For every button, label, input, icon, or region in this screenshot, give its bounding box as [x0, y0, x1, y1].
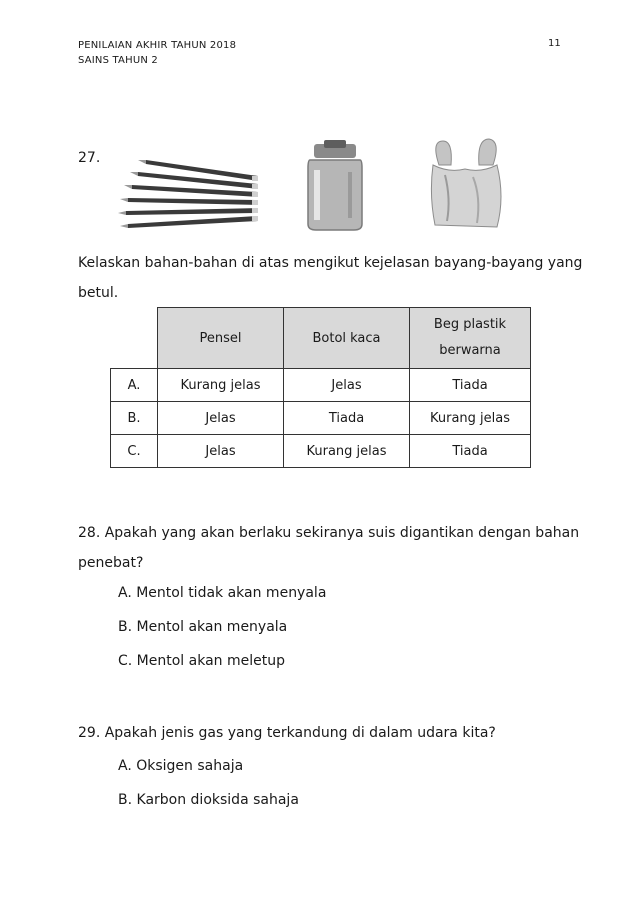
table-cell: Jelas: [158, 435, 284, 468]
question-28-option-c: C. Mentol akan meletup: [118, 653, 285, 669]
header-subtitle: SAINS TAHUN 2: [78, 55, 158, 66]
pencils-image: [118, 152, 264, 230]
table-cell: Jelas: [284, 369, 410, 402]
plastic-bag-image: [425, 135, 505, 233]
table-cell: Kurang jelas: [410, 402, 531, 435]
table-cell: Tiada: [410, 369, 531, 402]
table-row: [111, 369, 531, 402]
question-27-number: 27.: [78, 150, 101, 166]
glass-jar-image: [300, 140, 370, 232]
question-28-option-b: B. Mentol akan menyala: [118, 619, 288, 635]
question-27-line-1: Kelaskan bahan-bahan di atas mengikut kejelasan bayang-bayang yang: [78, 255, 583, 271]
table-row: [111, 435, 531, 468]
table-header-row: [111, 308, 531, 369]
table-corner-cell: [111, 308, 158, 369]
question-27-text: [78, 248, 582, 308]
question-29-option-a: A. Oksigen sahaja: [118, 758, 244, 774]
header-cell: Pensel: [158, 308, 284, 369]
table-cell: Jelas: [158, 402, 284, 435]
page-header: [78, 38, 236, 68]
question-29-line-1: 29. Apakah jenis gas yang terkandung di dalam udara kita?: [78, 725, 496, 741]
row-label: C.: [111, 435, 158, 468]
question-27-line-2: betul.: [78, 285, 119, 301]
row-label: A.: [111, 369, 158, 402]
shadow-clarity-table: [110, 307, 531, 468]
question-28-line-1: 28. Apakah yang akan berlaku sekiranya suis digantikan dengan bahan: [78, 525, 580, 541]
table-row: [111, 402, 531, 435]
question-28-option-a: A. Mentol tidak akan menyala: [118, 585, 327, 601]
question-28-text: [78, 518, 579, 578]
header-cell: [410, 308, 531, 369]
table-cell: Tiada: [284, 402, 410, 435]
question-29-text: [78, 718, 496, 748]
header-text-line-2: berwarna: [439, 343, 501, 358]
header-text-line-1: Beg plastik: [433, 317, 507, 332]
question-29-option-b: B. Karbon dioksida sahaja: [118, 792, 299, 808]
table-cell: Tiada: [410, 435, 531, 468]
header-cell: Botol kaca: [284, 308, 410, 369]
row-label: B.: [111, 402, 158, 435]
question-28-line-2: penebat?: [78, 555, 144, 571]
header-title: PENILAIAN AKHIR TAHUN 2018: [78, 40, 237, 51]
page-number: 11: [548, 38, 561, 49]
table-cell: Kurang jelas: [158, 369, 284, 402]
table-cell: Kurang jelas: [284, 435, 410, 468]
